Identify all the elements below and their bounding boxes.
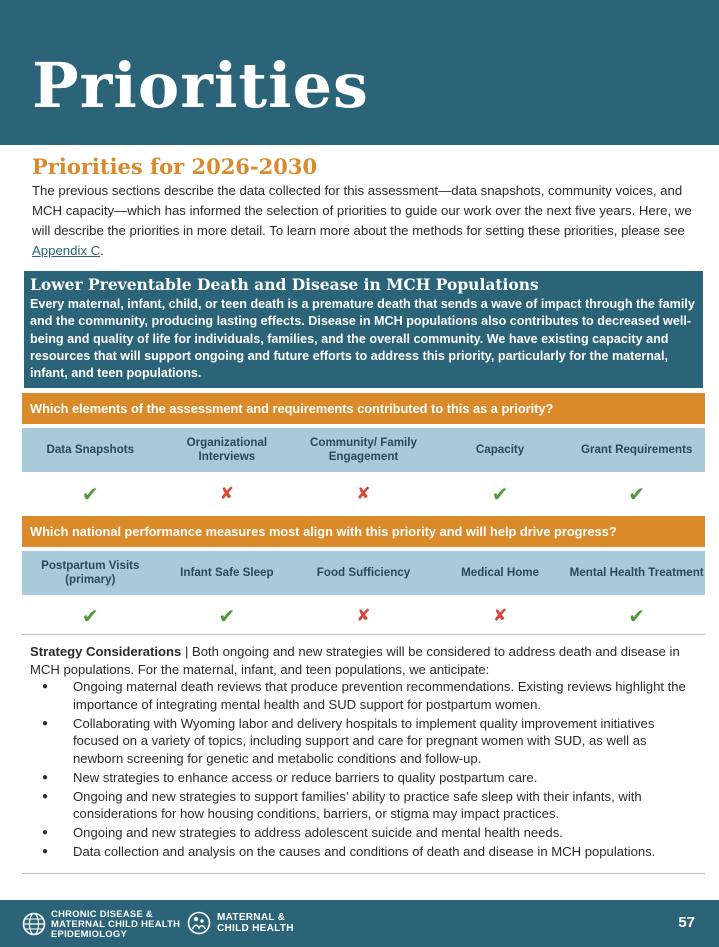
measures-col-mental-health-treatment: Mental Health Treatment xyxy=(569,566,704,579)
mch-logo-text: MATERNAL & CHILD HEALTH xyxy=(217,912,294,934)
check-icon: ✔ xyxy=(81,605,99,628)
cdmche-logo-text: CHRONIC DISEASE & MATERNAL CHILD HEALTH EPIDEMIOLOGY xyxy=(51,908,181,939)
list-item: ● New strategies to enhance access or reduce barriers to quality postpartum care. xyxy=(30,769,700,787)
priority-title: Lower Preventable Death and Disease in MCH Populations xyxy=(30,275,539,294)
list-item: ● Ongoing and new strategies to support families’ ability to practice safe sleep with their infants, with considerations for how housing conditions, barriers, or stigma may impact practices. xyxy=(30,788,700,823)
check-icon: ✔ xyxy=(218,605,236,628)
elements-col-community-family-engagement: Community/ Family Engagement xyxy=(310,436,417,463)
measures-col-food-sufficiency: Food Sufficiency xyxy=(316,566,411,579)
appendix-c-link[interactable]: Appendix C xyxy=(32,243,101,258)
strategy-intro xyxy=(30,643,700,678)
divider xyxy=(22,873,705,874)
section-title: Priorities for 2026-2030 xyxy=(32,154,318,179)
strategy-intro-text: | Both ongoing and new strategies will be considered to address death and disease in MCH populations. For the maternal, infant, and teen populations, we anticipate: xyxy=(30,644,680,677)
globe-icon xyxy=(22,912,46,936)
cdmche-logo xyxy=(22,909,180,939)
check-icon: ✔ xyxy=(491,483,509,506)
list-item: ● Data collection and analysis on the causes and conditions of death and disease in MCH populations. xyxy=(30,843,700,861)
elements-col-grant-requirements: Grant Requirements xyxy=(580,443,693,456)
measures-table-header xyxy=(22,551,705,595)
elements-col-organizational-interviews: Organizational Interviews xyxy=(186,436,268,463)
elements-table-header xyxy=(22,428,705,472)
priority-description: Every maternal, infant, child, or teen death is a premature death that sends a wave of impact through the family and the community, producing lasting effects. Disease in MCH populations also contributes to decreased well-being and quality of life for individuals, families, and the overall community. We have existing capacity and resources that will support ongoing and future efforts to address this priority, particularly for the maternal, infant, and teen populations. xyxy=(30,297,695,381)
divider xyxy=(22,634,705,635)
intro-text: The previous sections describe the data collected for this assessment—data snapshots, community voices, and MCH capacity—which has informed the selection of priorities to guide our work over the next five years. Here, we will describe the priorities in more detail. To learn more about the methods for setting these priorities, please see xyxy=(32,183,692,238)
strategy-list xyxy=(30,678,700,861)
elements-table-marks xyxy=(22,474,705,514)
check-icon: ✔ xyxy=(628,605,646,628)
family-icon xyxy=(186,911,212,935)
check-icon: ✔ xyxy=(628,483,646,506)
cross-icon: ✘ xyxy=(356,484,371,503)
elements-col-capacity: Capacity xyxy=(475,443,525,456)
page-footer xyxy=(0,900,719,947)
elements-question-bar: Which elements of the assessment and requirements contributed to this as a priority? xyxy=(22,393,705,424)
priority-box xyxy=(24,271,703,388)
cross-icon: ✘ xyxy=(219,484,235,503)
strategy-considerations xyxy=(30,643,700,862)
page-number: 57 xyxy=(678,914,695,931)
measures-table-marks xyxy=(22,596,705,636)
cross-icon: ✘ xyxy=(492,606,508,625)
intro-paragraph xyxy=(32,181,700,261)
list-item: ● Collaborating with Wyoming labor and delivery hospitals to implement quality improvement initiatives focused on a variety of topics, including support and care for pregnant women with SUD, as well as newborn screening for genetic and metabolic conditions and follow-up. xyxy=(30,715,700,768)
intro-end: . xyxy=(100,243,104,258)
measures-col-medical-home: Medical Home xyxy=(461,566,540,579)
list-item: ● Ongoing and new strategies to address adolescent suicide and mental health needs. xyxy=(30,824,700,842)
measures-col-postpartum-visits: Postpartum Visits (primary) xyxy=(41,559,140,586)
measures-col-infant-safe-sleep: Infant Safe Sleep xyxy=(180,566,274,579)
page-header xyxy=(0,0,719,145)
measures-question-bar: Which national performance measures most align with this priority and will help drive progress? xyxy=(22,516,705,547)
strategy-label: Strategy Considerations xyxy=(30,644,182,659)
mch-logo xyxy=(186,911,294,935)
elements-col-data-snapshots: Data Snapshots xyxy=(46,443,135,456)
cross-icon: ✘ xyxy=(356,606,371,625)
list-item: ● Ongoing maternal death reviews that produce prevention recommendations. Existing reviews highlight the importance of integrating mental health and SUD support for postpartum women. xyxy=(30,678,700,713)
page-title: Priorities xyxy=(32,49,369,122)
check-icon: ✔ xyxy=(81,483,99,506)
